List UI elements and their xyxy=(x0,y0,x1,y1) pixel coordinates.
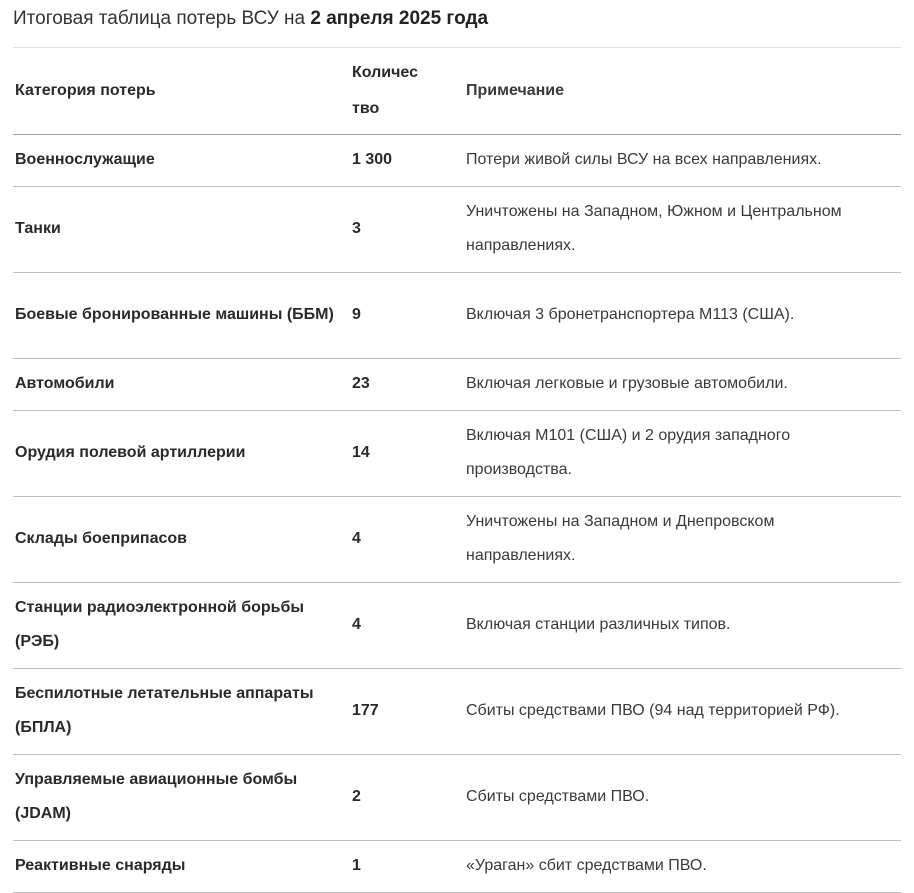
row-quantity: 3 xyxy=(352,186,466,272)
losses-table xyxy=(13,48,901,893)
header-quantity xyxy=(352,48,466,134)
header-category: Категория потерь xyxy=(13,48,352,134)
header-note: Примечание xyxy=(466,48,901,134)
row-category: Военнослужащие xyxy=(13,134,352,186)
row-note: Сбиты средствами ПВО (94 над территорией РФ). xyxy=(466,668,901,754)
title-prefix: Итоговая таблица потерь ВСУ на xyxy=(13,8,311,29)
row-quantity: 4 xyxy=(352,582,466,668)
row-quantity: 1 300 xyxy=(352,134,466,186)
table-row xyxy=(13,134,901,186)
row-category: Реактивные снаряды xyxy=(13,840,352,892)
row-note: Уничтожены на Западном и Днепровском направлениях. xyxy=(466,496,901,582)
row-note: Включая 3 бронетранспортера M113 (США). xyxy=(466,272,901,358)
row-note: Сбиты средствами ПВО. xyxy=(466,754,901,840)
title-date: 2 апреля 2025 года xyxy=(310,8,489,29)
table-row xyxy=(13,272,901,358)
table-row xyxy=(13,410,901,496)
row-category: Боевые бронированные машины (ББМ) xyxy=(13,272,352,358)
table-row xyxy=(13,186,901,272)
row-quantity: 9 xyxy=(352,272,466,358)
table-row xyxy=(13,754,901,840)
row-note: Включая станции различных типов. xyxy=(466,582,901,668)
table-row xyxy=(13,840,901,892)
row-note: Уничтожены на Западном, Южном и Центральном направлениях. xyxy=(466,186,901,272)
row-quantity: 177 xyxy=(352,668,466,754)
page-title xyxy=(13,6,488,32)
row-category: Орудия полевой артиллерии xyxy=(13,410,352,496)
row-quantity: 2 xyxy=(352,754,466,840)
table-header-row xyxy=(13,48,901,134)
row-category: Управляемые авиационные бомбы (JDAM) xyxy=(13,754,352,840)
row-category: Танки xyxy=(13,186,352,272)
table-row xyxy=(13,496,901,582)
row-note: Включая легковые и грузовые автомобили. xyxy=(466,358,901,410)
row-note: Включая M101 (США) и 2 орудия западного производства. xyxy=(466,410,901,496)
row-category: Склады боеприпасов xyxy=(13,496,352,582)
header-quantity-text: Количес тво xyxy=(352,63,419,117)
row-category: Беспилотные летательные аппараты (БПЛА) xyxy=(13,668,352,754)
row-note: «Ураган» сбит средствами ПВО. xyxy=(466,840,901,892)
table-row xyxy=(13,668,901,754)
table-row xyxy=(13,358,901,410)
row-quantity: 1 xyxy=(352,840,466,892)
row-note: Потери живой силы ВСУ на всех направлениях. xyxy=(466,134,901,186)
table-row xyxy=(13,582,901,668)
row-quantity: 4 xyxy=(352,496,466,582)
row-category: Станции радиоэлектронной борьбы (РЭБ) xyxy=(13,582,352,668)
row-quantity: 14 xyxy=(352,410,466,496)
row-category: Автомобили xyxy=(13,358,352,410)
row-quantity: 23 xyxy=(352,358,466,410)
